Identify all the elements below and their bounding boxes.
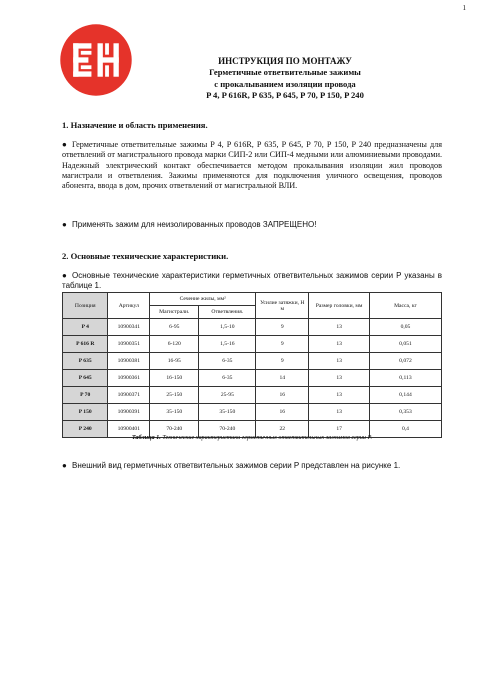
cell-main: 25-150 bbox=[150, 387, 199, 404]
cell-position: P 645 bbox=[63, 370, 108, 387]
cell-article: 10900371 bbox=[108, 387, 150, 404]
cell-head: 13 bbox=[309, 336, 370, 353]
cell-position: P 70 bbox=[63, 387, 108, 404]
cell-main: 6-120 bbox=[150, 336, 199, 353]
section-2-heading: 2. Основные технические характеристики. bbox=[62, 251, 229, 261]
cell-article: 10900401 bbox=[108, 421, 150, 438]
cell-main: 16-95 bbox=[150, 353, 199, 370]
header-main: Магистрали. bbox=[150, 306, 199, 319]
table-row bbox=[63, 370, 442, 387]
cell-branch: 35-150 bbox=[199, 404, 256, 421]
header-head-size: Размер головки, мм bbox=[309, 293, 370, 319]
table-row bbox=[63, 336, 442, 353]
header-torque: Усилие затяжки, Н м bbox=[256, 293, 309, 319]
bullet-icon: ● bbox=[62, 461, 67, 470]
cell-branch: 25-95 bbox=[199, 387, 256, 404]
cell-branch: 70-240 bbox=[199, 421, 256, 438]
cell-article: 10900361 bbox=[108, 370, 150, 387]
cell-torque: 9 bbox=[256, 319, 309, 336]
cell-article: 10900341 bbox=[108, 319, 150, 336]
cell-main: 6-95 bbox=[150, 319, 199, 336]
cell-branch: 1,5-16 bbox=[199, 336, 256, 353]
cell-main: 70-240 bbox=[150, 421, 199, 438]
cell-head: 13 bbox=[309, 404, 370, 421]
cell-position: P 616 R bbox=[63, 336, 108, 353]
cell-mass: 0,4 bbox=[369, 421, 441, 438]
cell-torque: 16 bbox=[256, 387, 309, 404]
cell-torque: 16 bbox=[256, 404, 309, 421]
header-position: Позиция bbox=[63, 293, 108, 319]
header-article: Артикул bbox=[108, 293, 150, 319]
cell-branch: 6-35 bbox=[199, 370, 256, 387]
table-caption: Таблица 1. Технические характеристики герметичных ответвительных зажимов серии P. bbox=[131, 434, 373, 441]
cell-branch: 6-35 bbox=[199, 353, 256, 370]
document-subtitle-line-2: Герметичные ответвительные зажимы bbox=[209, 67, 361, 78]
section-2-paragraph-1: ● Основные технические характеристики герметичных ответвительных зажимов серии P указаны в таблице 1. bbox=[62, 271, 442, 291]
cell-mass: 0,05 bbox=[369, 319, 441, 336]
cell-mass: 0,051 bbox=[369, 336, 441, 353]
cell-torque: 14 bbox=[256, 370, 309, 387]
cell-torque: 9 bbox=[256, 336, 309, 353]
cell-main: 16-150 bbox=[150, 370, 199, 387]
document-subtitle-line-4: P 4, P 616R, P 635, P 645, P 70, P 150, P 240 bbox=[206, 90, 364, 101]
document-subtitle-line-3: с прокалыванием изоляции провода bbox=[214, 78, 356, 89]
table-row bbox=[63, 404, 442, 421]
table-row bbox=[63, 353, 442, 370]
section-1-paragraph-2: ● Применять зажим для неизолированных проводов ЗАПРЕЩЕНО! bbox=[62, 220, 317, 229]
table-row bbox=[63, 319, 442, 336]
cell-article: 10900351 bbox=[108, 336, 150, 353]
cell-main: 35-150 bbox=[150, 404, 199, 421]
specifications-table bbox=[62, 292, 442, 438]
cell-head: 13 bbox=[309, 319, 370, 336]
header-section: Сечение жилы, мм² bbox=[150, 293, 256, 306]
section-1-paragraph-1: ● Герметичные ответвительные зажимы P 4, P 616R, P 635, P 645, P 70, P 150, P 240 предназначены для ответвлений от магистрального провода марки СИП-2 или СИП-4 медными или алюминиевыми проводами. Надежный электрический контакт обеспечивается методом прокалывания изоляции жил проводов магистрали и ответвления. Зажимы применяются для подключения уличного освещения, проводов абонента, ввода в дом, прочих ответвлений от магистральной ВЛИ. bbox=[62, 140, 442, 191]
cell-position: P 4 bbox=[63, 319, 108, 336]
cell-head: 13 bbox=[309, 370, 370, 387]
cell-mass: 0,072 bbox=[369, 353, 441, 370]
section-1-heading: 1. Назначение и область применения. bbox=[62, 120, 208, 130]
document-title: ИНСТРУКЦИЯ ПО МОНТАЖУ bbox=[218, 56, 352, 66]
header-mass: Масса, кг bbox=[369, 293, 441, 319]
bullet-icon: ● bbox=[62, 271, 67, 280]
cell-head: 17 bbox=[309, 421, 370, 438]
company-logo-icon bbox=[58, 22, 134, 98]
cell-article: 10900391 bbox=[108, 404, 150, 421]
cell-position: P 240 bbox=[63, 421, 108, 438]
cell-head: 13 bbox=[309, 387, 370, 404]
bullet-icon: ● bbox=[62, 140, 67, 149]
header-branch: Ответвления. bbox=[199, 306, 256, 319]
cell-mass: 0,353 bbox=[369, 404, 441, 421]
cell-article: 10900381 bbox=[108, 353, 150, 370]
cell-torque: 22 bbox=[256, 421, 309, 438]
cell-mass: 0,144 bbox=[369, 387, 441, 404]
cell-head: 13 bbox=[309, 353, 370, 370]
page-number: 1 bbox=[462, 4, 466, 12]
section-2-paragraph-2: ● Внешний вид герметичных ответвительных зажимов серии P представлен на рисунке 1. bbox=[62, 461, 401, 470]
cell-torque: 9 bbox=[256, 353, 309, 370]
cell-branch: 1,5-10 bbox=[199, 319, 256, 336]
bullet-icon: ● bbox=[62, 220, 67, 229]
cell-position: P 635 bbox=[63, 353, 108, 370]
cell-position: P 150 bbox=[63, 404, 108, 421]
document-header bbox=[150, 56, 420, 102]
table-row bbox=[63, 387, 442, 404]
cell-mass: 0,113 bbox=[369, 370, 441, 387]
